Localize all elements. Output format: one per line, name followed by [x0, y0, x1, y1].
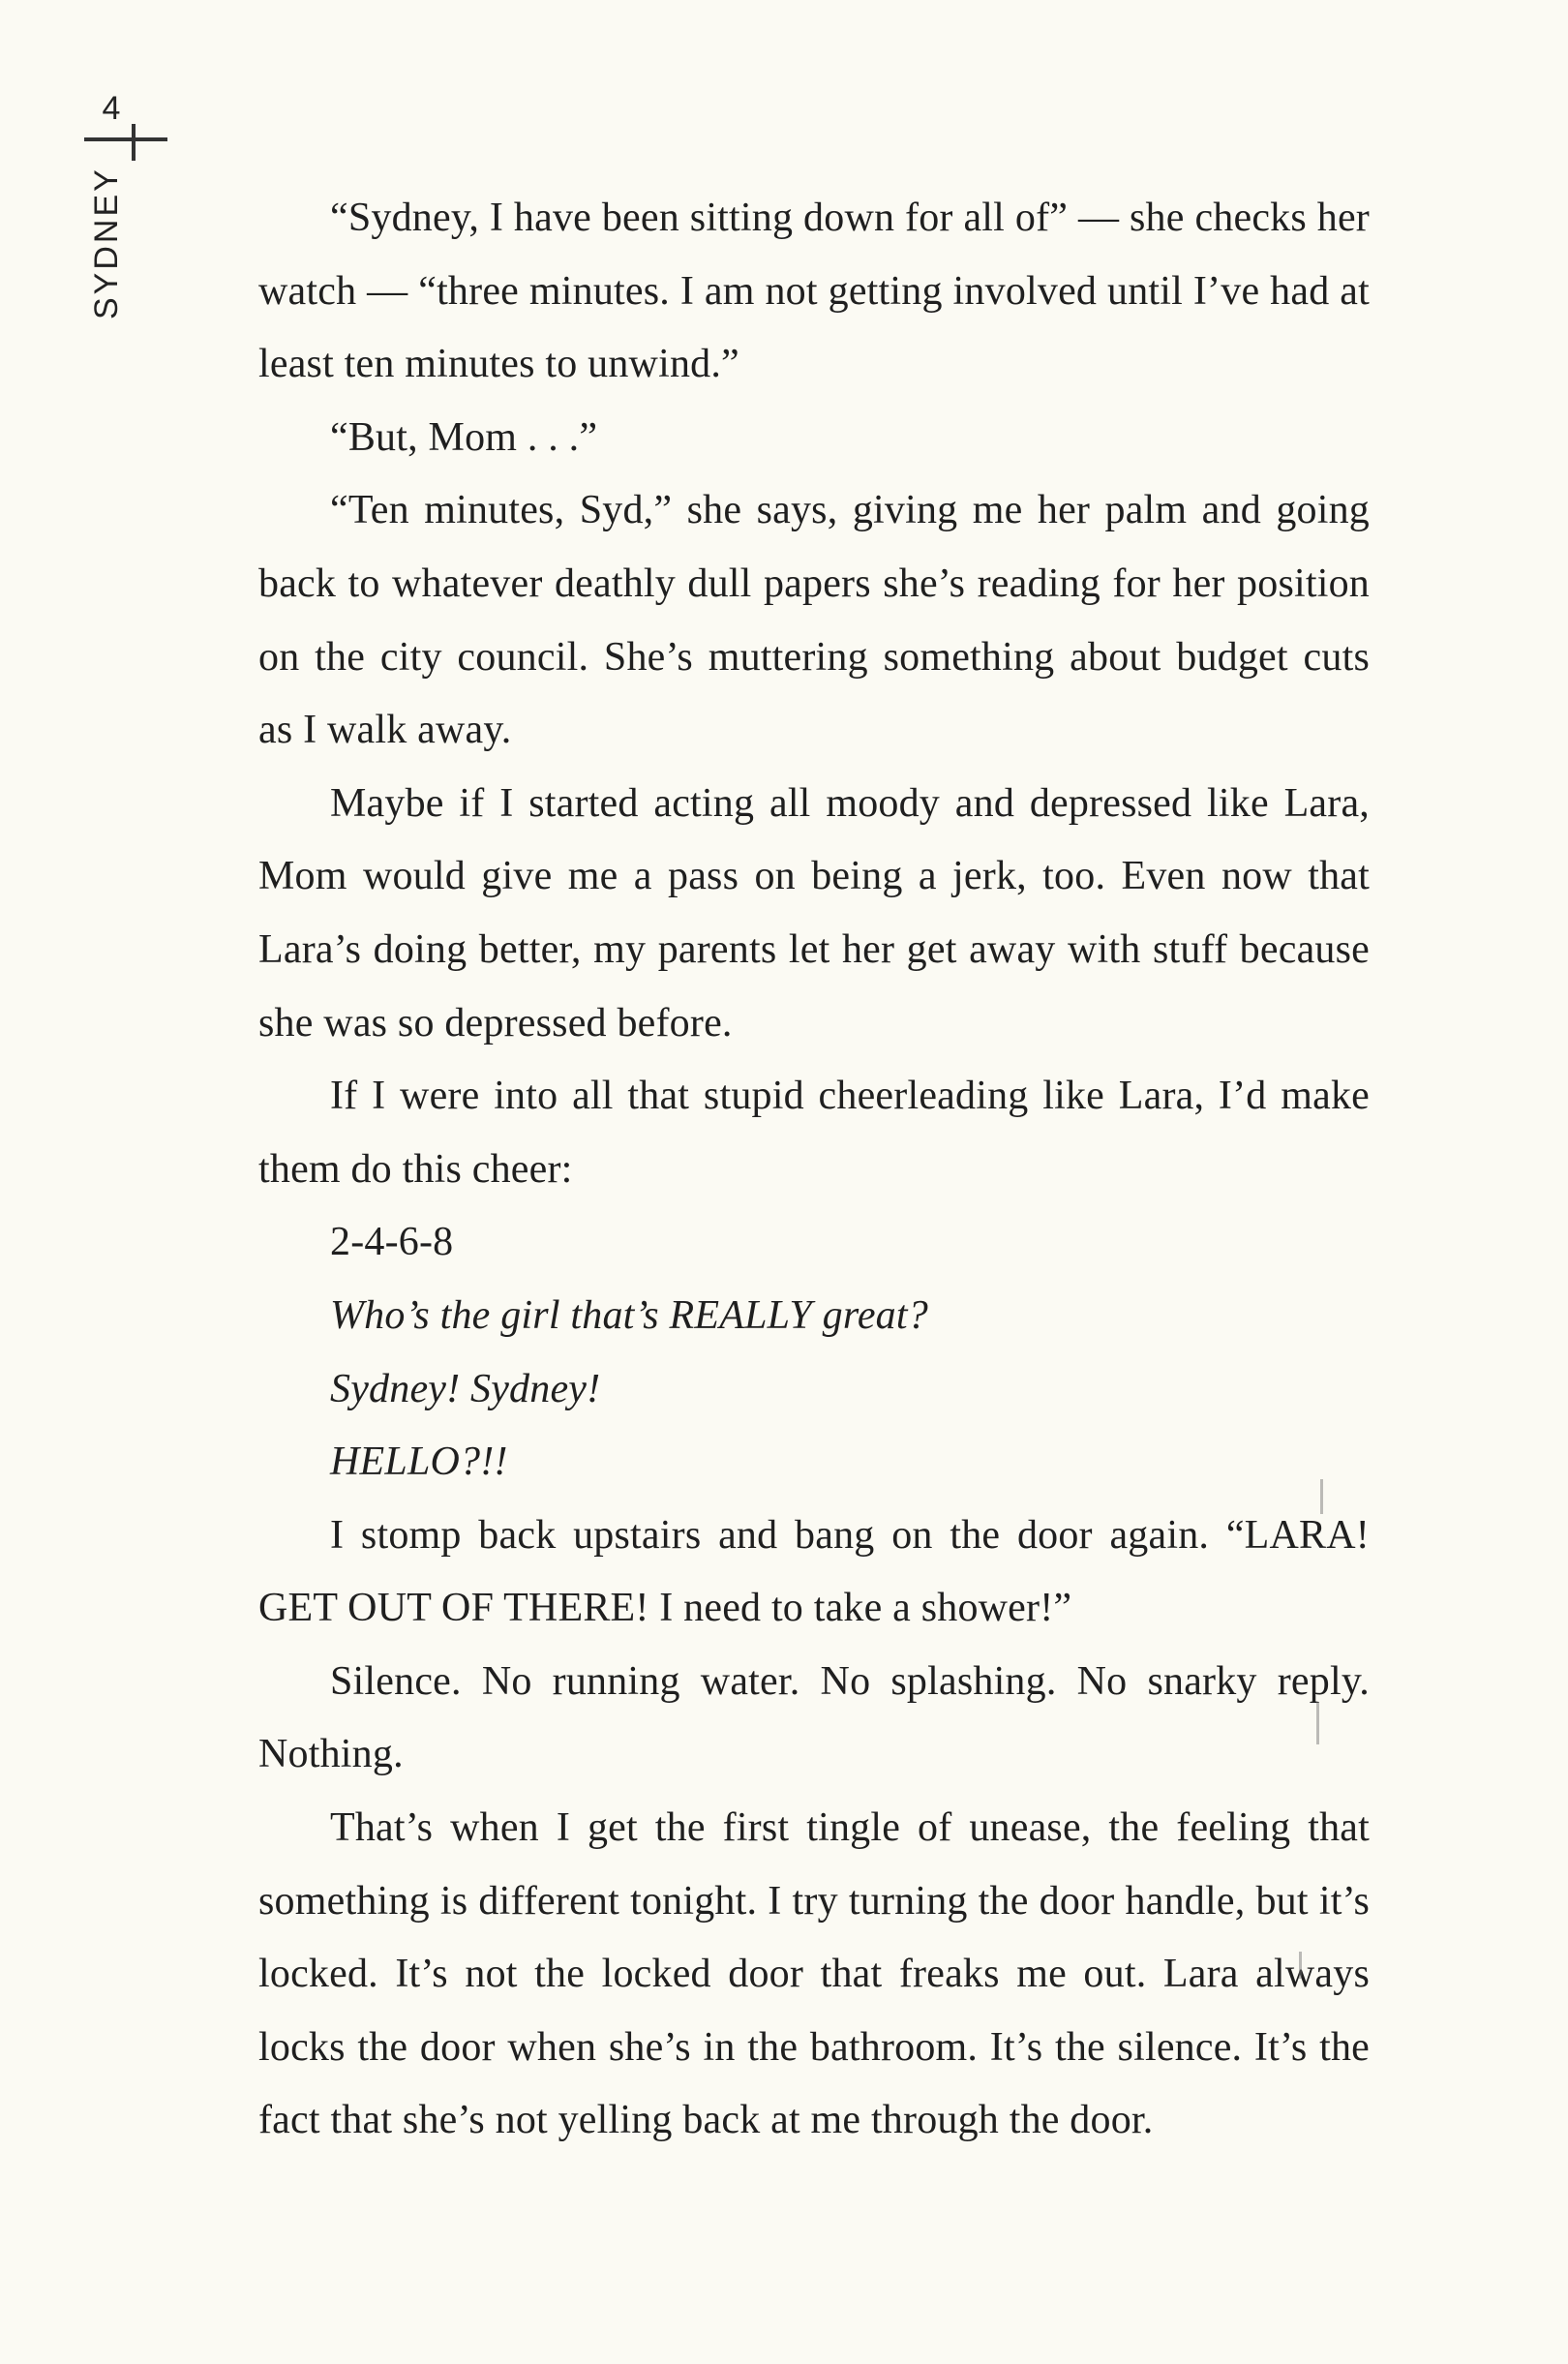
paragraph-8: That’s when I get the first tingle of unease, the feeling that something is different tonight. I try turning the door handle, but it’s locked. It’s not the locked door that freaks me out. Lara always locks the door when she’s in the bathroom. It’s the silence. It’s the fact that she’s not yelling back at me through the door.	[258, 1805, 1370, 2143]
paragraph-2: “But, Mom . . .”	[330, 414, 598, 460]
cheer-block	[258, 1206, 1370, 1499]
cheer-line-1: 2-4-6-8	[330, 1220, 454, 1265]
paper-speck	[1299, 1952, 1302, 1979]
cheer-line-2: Who’s the girl that’s REALLY great?	[330, 1292, 928, 1338]
running-head: SYDNEY	[88, 167, 125, 319]
paper-speck	[1316, 1702, 1319, 1744]
paragraph-6: I stomp back upstairs and bang on the door again. “LARA! GET OUT OF THERE! I need to take a shower!”	[258, 1512, 1370, 1631]
paragraph-7: Silence. No running water. No splashing. No snarky reply. Nothing.	[258, 1658, 1370, 1777]
header-rule	[84, 137, 167, 141]
body-text	[258, 182, 1370, 2158]
page-number: 4	[102, 90, 121, 127]
paragraph-4: Maybe if I started acting all moody and depressed like Lara, Mom would give me a pass on being a jerk, too. Even now that Lara’s doing better, my parents let her get away with stuff because she was so depressed before.	[258, 780, 1370, 1046]
paragraph-3: “Ten minutes, Syd,” she says, giving me her palm and going back to whatever deathly dull papers she’s reading for her position on the city council. She’s muttering something about budget cuts as I walk away.	[258, 488, 1370, 753]
cheer-line-4: HELLO?!!	[330, 1440, 508, 1485]
header-rule-vertical	[132, 124, 136, 161]
cheer-line-3: Sydney! Sydney!	[330, 1366, 601, 1411]
paper-speck	[1320, 1479, 1323, 1514]
paragraph-5: If I were into all that stupid cheerleading like Lara, I’d make them do this cheer:	[258, 1074, 1370, 1192]
paragraph-1: “Sydney, I have been sitting down for all of” — she checks her watch — “three minutes. I am not getting involved until I’ve had at least ten minutes to unwind.”	[258, 196, 1370, 387]
